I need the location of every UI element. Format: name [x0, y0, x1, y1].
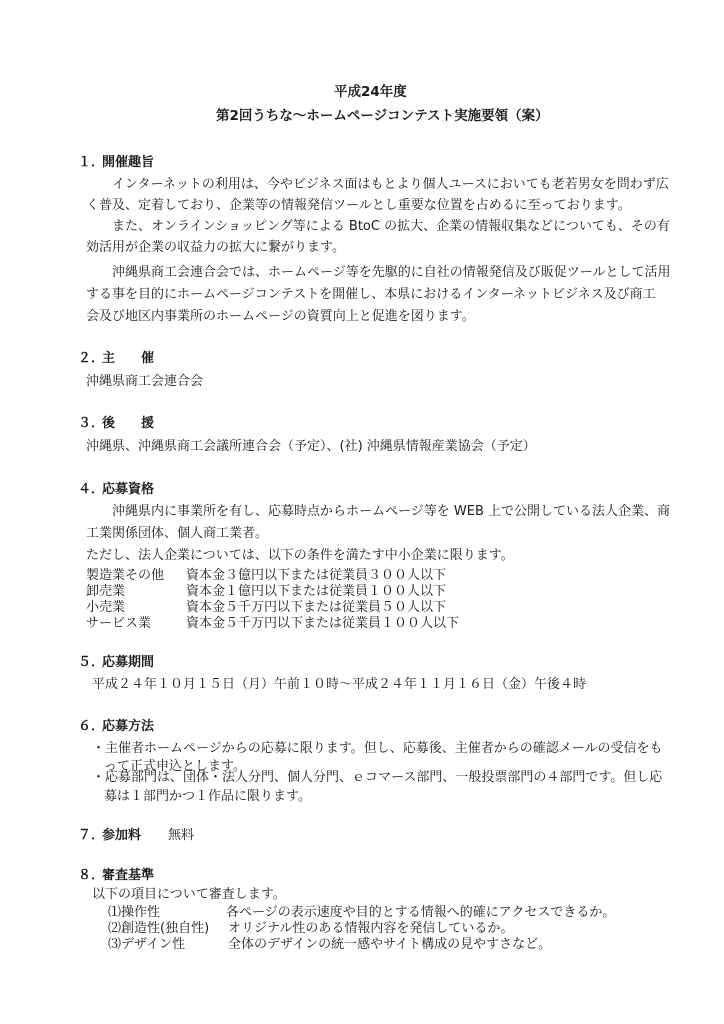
section-1-line-4: 効活用が企業の収益力の拡大に繋がります。: [86, 240, 345, 255]
condition-type: 卸売業: [86, 584, 126, 599]
section-5-line-1: 平成２４年１０月１５日（月）午前１０時～平成２４年１１月１６日（金）午後４時: [92, 677, 587, 692]
condition-rule: 資本金５千万円以下または従業員５０人以下: [186, 600, 447, 615]
section-3-heading: 後 援: [102, 416, 155, 431]
section-1-line-1: インターネットの利用は、今やビジネス面はもとより個人ユースにおいても老若男女を問わず広: [112, 177, 669, 192]
section-8-heading: 審査基準: [102, 868, 155, 883]
document-title: 第2回うちな～ホームページコンテスト実施要領（案）: [216, 108, 549, 124]
criterion-label: ⑴操作性: [108, 905, 161, 920]
section-6-number: ６．: [78, 719, 105, 734]
section-1-number: １．: [78, 155, 105, 170]
section-6-line-3: ・応募部門は、団体・法人分門、個人分門、ｅコマース部門、一般投票部門の４部門です。但し応: [92, 770, 663, 785]
section-1-heading: 開催趣旨: [102, 155, 155, 170]
condition-rule: 資本金５千万円以下または従業員１００人以下: [186, 616, 460, 631]
section-5-number: ５．: [78, 655, 105, 670]
section-4-line-2: 工業関係団体、個人商工業者。: [86, 526, 269, 541]
section-2-line-1: 沖縄県商工会連合会: [86, 374, 204, 389]
section-2-heading: 主 催: [102, 351, 155, 366]
criterion-description: オリジナル性のある情報内容を発信しているか。: [228, 921, 514, 936]
section-8-number: ８．: [78, 868, 105, 883]
section-6-line-4: 募は１部門かつ１作品に限ります。: [104, 789, 311, 804]
condition-type: サービス業: [86, 616, 152, 631]
section-4-line-1: 沖縄県内に事業所を有し、応募時点からホームページ等を WEB 上で公開している法人企業、商: [112, 504, 670, 519]
section-6-line-1: ・主催者ホームページからの応募に限ります。但し、応募後、主催者からの確認メールの受信をも: [92, 741, 663, 756]
condition-rule: 資本金３億円以下または従業員３００人以下: [186, 568, 447, 583]
fiscal-year: 平成24年度: [334, 84, 407, 100]
section-5-heading: 応募期間: [102, 655, 155, 670]
section-1-line-5: 沖縄県商工会連合会では、ホームページ等を先駆的に自社の情報発信及び販促ツールとして活用: [112, 265, 671, 280]
criterion-label: ⑵創造性(独自性): [108, 921, 210, 936]
condition-type: 製造業その他: [86, 568, 165, 583]
criterion-description: 全体のデザインの統一感やサイト構成の見やすさなど。: [228, 937, 552, 952]
condition-type: 小売業: [86, 600, 126, 615]
section-6-line-2: って正式申込とします。: [104, 759, 246, 774]
section-2-number: ２．: [78, 351, 105, 366]
section-1-line-2: く普及、定着しており、企業等の情報発信ツールとし重要な位置を占めるに至っております。: [86, 198, 631, 213]
section-1-line-6: する事を目的にホームページコンテストを開催し、本県におけるインターネットビジネス及び商工: [86, 287, 656, 302]
section-4-number: ４．: [78, 482, 105, 497]
condition-rule: 資本金１億円以下または従業員１００人以下: [186, 584, 447, 599]
criterion-label: ⑶デザイン性: [108, 937, 186, 952]
section-4-line-3: ただし、法人企業については、以下の条件を満たす中小企業に限ります。: [86, 548, 514, 563]
section-6-heading: 応募方法: [102, 719, 155, 734]
section-7-number: ７．: [78, 828, 105, 843]
participation-fee: 無料: [168, 828, 195, 843]
section-8-line-1: 以下の項目について審査します。: [92, 887, 286, 902]
section-1-line-3: また、オンラインショッピング等による BtoC の拡大、企業の情報収集などについても、その有: [112, 219, 670, 234]
section-7-heading: 参加料: [102, 828, 142, 843]
section-3-line-1: 沖縄県、沖縄県商工会議所連合会（予定）、(社) 沖縄県情報産業協会（予定）: [86, 439, 536, 454]
section-1-line-7: 会及び地区内事業所のホームページの資質向上と促進を図ります。: [86, 309, 475, 324]
section-4-heading: 応募資格: [102, 482, 155, 497]
criterion-description: 各ページの表示速度や目的とする情報へ的確にアクセスできるか。: [226, 905, 616, 920]
section-3-number: ３．: [78, 416, 105, 431]
